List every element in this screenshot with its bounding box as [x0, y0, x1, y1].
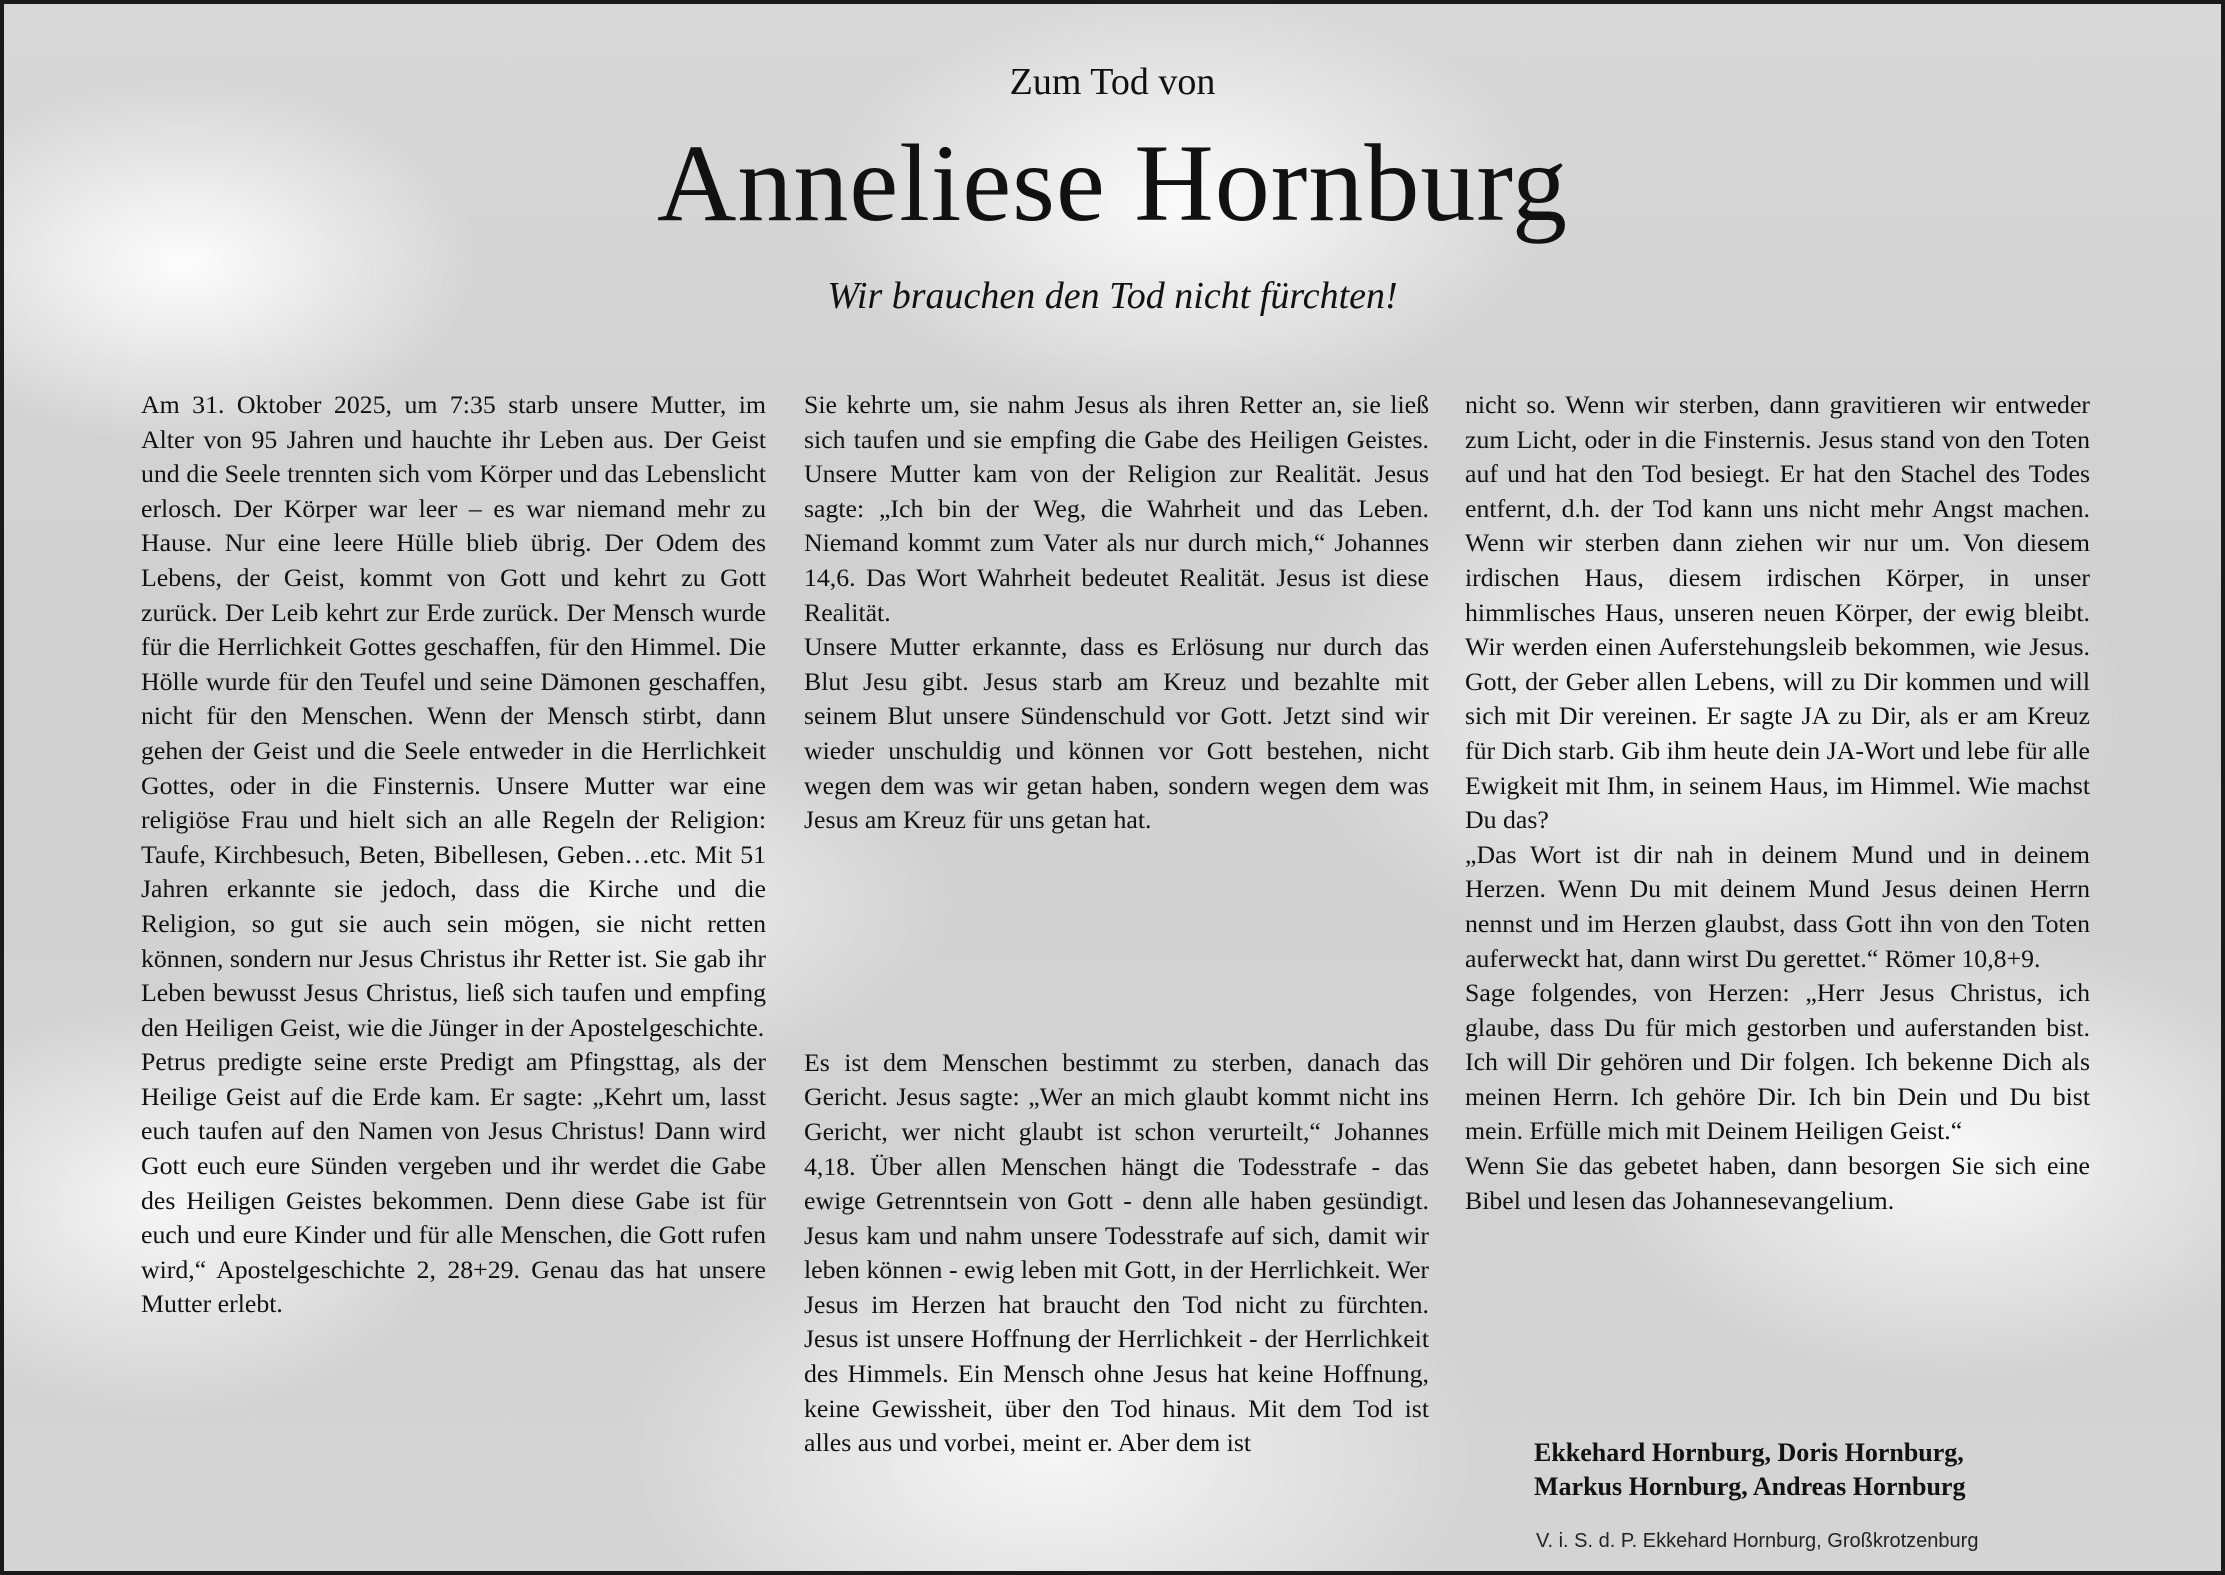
paragraph: Es ist dem Menschen bestimmt zu sterben, danach das Gericht. Jesus sagte: „Wer an mich glaubt kommt nicht ins Gericht, wer nicht glaubt ist schon verurteilt,“ Johannes 4,18. Über allen Menschen hängt die Todesstrafe - das ewige Getrenntsein von Gott - denn alle haben gesündigt. Jesus kam und nahm unsere Todesstrafe auf sich, damit wir leben können - ewig leben mit Gott, in der Herrlichkeit. Wer Jesus im Herzen hat braucht den Tod nicht zu fürchten. Jesus ist unsere Hoffnung der Herrlichkeit - der Herrlichkeit des Himmels. Ein Mensch ohne Jesus hat keine Hoffnung, keine Gewissheit, über den Tod hinaus. Mit dem Tod ist alles aus und vorbei, meint er. Aber dem ist	[804, 1047, 1429, 1458]
text-column-3	[1465, 388, 2090, 1218]
subtitle: Wir brauchen den Tod nicht fürchten!	[827, 275, 1398, 317]
paragraph: Unsere Mutter erkannte, dass es Erlösung nur durch das Blut Jesu gibt. Jesus starb am Kreuz und bezahlte mit seinem Blut unsere Sündenschuld vor Gott. Jetzt sind wir wieder unschuldig und können vor Gott bestehen, nicht wegen dem was wir getan haben, sondern wegen dem was Jesus am Kreuz für uns getan hat.	[804, 632, 1429, 835]
paragraph: Am 31. Oktober 2025, um 7:35 starb unsere Mutter, im Alter von 95 Jahren und hauchte ihr Leben aus. Der Geist und die Seele trennten sich vom Körper und das Lebenslicht erlosch. Der Körper war leer – es war niemand mehr zu Hause. Nur eine leere Hülle blieb übrig. Der Odem des Lebens, der Geist, kommt von Gott und kehrt zu Gott zurück. Der Leib kehrt zur Erde zurück. Der Mensch wurde für die Herrlichkeit Gottes geschaffen, für den Himmel. Die Hölle wurde für den Teufel und seine Dämonen geschaffen, nicht für den Menschen. Wenn der Mensch stirbt, dann gehen der Geist und die Seele entweder in die Herrlichkeit Gottes, oder in die Finsternis. Unsere Mutter war eine religiöse Frau und hielt sich an alle Regeln der Religion: Taufe, Kirchbesuch, Beten, Bibellesen, Geben…etc. Mit 51 Jahren erkannte sie jedoch, dass die Kirche und die Religion, so gut sie auch sein mögen, sie nicht retten können, sondern nur Jesus Christus ihr Retter ist. Sie gab ihr Leben bewusst Jesus Christus, ließ sich taufen und empfing den Heiligen Geist, wie die Jünger in der Apostelgeschichte.	[141, 390, 766, 1042]
deceased-name: Anneliese Hornburg	[656, 122, 1569, 244]
paragraph: nicht so. Wenn wir sterben, dann gravitieren wir entweder zum Licht, oder in die Finsternis. Jesus stand von den Toten auf und hat den Tod besiegt. Er hat den Stachel des Todes entfernt, d.h. der Tod kann uns nicht mehr Angst machen. Wenn wir sterben dann ziehen wir nur um. Von diesem irdischen Haus, diesem irdischen Körper, in unser himmlisches Haus, unseren neuen Körper, der ewig bleibt. Wir werden einen Auferstehungsleib bekommen, wie Jesus. Gott, der Geber allen Lebens, will zu Dir kommen und will sich mit Dir vereinen. Er sagte JA zu Dir, als er am Kreuz für Dich starb. Gib ihm heute dein JA-Wort und lebe für alle Ewigkeit mit Ihm, in seinem Haus, im Himmel. Wie machst Du das?	[1465, 390, 2090, 835]
paragraph: Sie kehrte um, sie nahm Jesus als ihren Retter an, sie ließ sich taufen und sie empfing die Gabe des Heiligen Geistes. Unsere Mutter kam von der Religion zur Realität. Jesus sagte: „Ich bin der Weg, die Wahrheit und das Leben. Niemand kommt zum Vater als nur durch mich,“ Johannes 14,6. Das Wort Wahrheit bedeutet Realität. Jesus ist diese Realität.	[804, 390, 1429, 627]
text-column-1	[141, 388, 766, 1322]
paragraph: Petrus predigte seine erste Predigt am Pfingsttag, als der Heilige Geist auf die Erde kam. Er sagte: „Kehrt um, lasst euch taufen auf den Namen von Jesus Christus! Dann wird Gott euch eure Sünden vergeben und ihr werdet die Gabe des Heiligen Geistes bekommen. Denn diese Gabe ist für euch und eure Kinder und für alle Menschen, die Gott rufen wird,“ Apostelgeschichte 2, 28+29. Genau das hat unsere Mutter erlebt.	[141, 1047, 766, 1319]
paragraph: Wenn Sie das gebetet haben, dann besorgen Sie sich eine Bibel und lesen das Johannesevangelium.	[1465, 1151, 2090, 1215]
paragraph: „Das Wort ist dir nah in deinem Mund und in deinem Herzen. Wenn Du mit deinem Mund Jesus deinen Herrn nennst und im Herzen glaubst, dass Gott ihn von den Toten auferweckt hat, dann wirst Du gerettet.“ Römer 10,8+9.	[1465, 839, 2090, 973]
pre-title: Zum Tod von	[1009, 61, 1216, 103]
text-column-2	[804, 388, 1429, 1461]
paragraph: Sage folgendes, von Herzen: „Herr Jesus Christus, ich glaube, dass Du für mich gestorben und auferstanden bist. Ich will Dir gehören und Dir folgen. Ich bekenne Dich als meinen Herrn. Ich gehöre Dir. Ich bin Dein und Du bist mein. Erfülle mich mit Deinem Heiligen Geist.“	[1465, 978, 2090, 1146]
column-spacer	[804, 838, 1429, 1046]
signature-block	[1534, 1436, 1965, 1504]
signature-line: Ekkehard Hornburg, Doris Hornburg,	[1534, 1438, 1964, 1467]
signature-line: Markus Hornburg, Andreas Hornburg	[1534, 1472, 1966, 1501]
responsible-person-note: V. i. S. d. P. Ekkehard Hornburg, Großkrotzenburg	[1536, 1530, 1979, 1552]
